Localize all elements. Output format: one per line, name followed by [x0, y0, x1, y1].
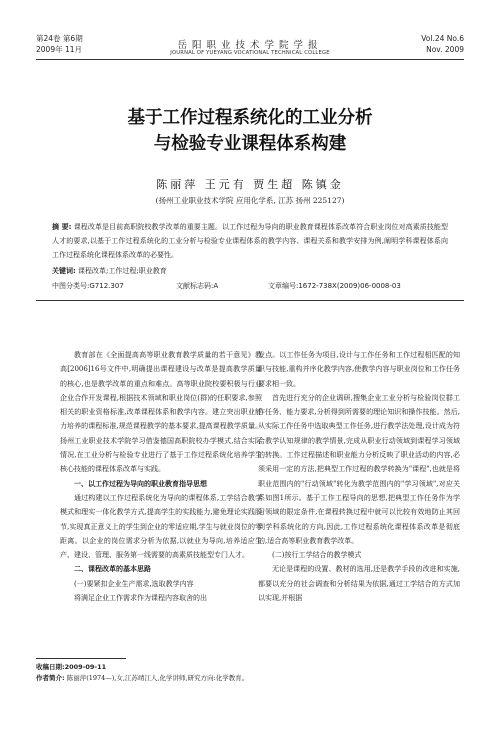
paragraph: 教育部在《全面提高高等职业教育教学质量的若干意见》教高[2006]16号文件中,明确提出课程建设与改革是提高教学质量的核心,也是教学改革的重点和难点。高等职业院校要积极与行业企业合作开发课程,根据技术领域和职业岗位(群)的任职要求,参照相关的职业资格标准,改革课程体系和教学内容。建立突出职业能力培养的课程标准,规范课程教学的基本要求,提高课程教学质量。扬州工业职业技术学院学习借鉴德国高职院校办学模式,结合实际情况,在工业分析与检验专业进行了基于工作过程系统化培养学生核心技能的课程体系改革与实践。 — [60, 351, 262, 474]
section-heading: 二、课程改革的基本思路 — [74, 565, 151, 574]
paragraph: 首先进行充分的企业调研,搜集企业工业分析与检验岗位群工作任务、能力要求,分析得到所需要的理论知识和操作技能。然后,从实际工作任务中选取典型工作任务,进行教学法处理,设计成为符合教学认知规律的教学情景,完成从职业行动领域到课程学习领域的转换。工作过程描述和职业能力分析反映了职业活动的内容,必须采用一定的方法,把典型工作过程的教学转换为"课程",也就是将职业范围内的"行动领域"转化为教学范围内的"学习领域",对应关系如图1所示。基于工作工程导向的思想,把典型工作任务作为学习领域的限定条件,在课程转换过程中就可以比较有效地防止其回到学科系统化的方向,因此,工作过程系统化课程体系改革是彻底的,适合高等职业教育教学改革。 — [258, 393, 460, 545]
subsection-heading: (二)按行工学结合的教学模式 — [272, 551, 362, 560]
issue-date-english: Nov. 2009 — [426, 45, 464, 54]
keywords-label: 关键词: — [52, 267, 76, 275]
volume-issue: 第24卷 第6期 — [36, 34, 83, 43]
article-title-line-1: 基于工作过程系统化的工业分析 — [127, 108, 373, 128]
document-code: 文献标志码:A — [176, 282, 219, 290]
footnote-rule — [36, 658, 126, 659]
issue-date: 2009年 11月 — [36, 45, 83, 54]
classification-number: 中图分类号:G712.307 — [52, 282, 124, 290]
paragraph: 通过构建以工作过程系统化为导向的课程体系,工学结合教学模式和理实一体化教学方式,提高学生的实践能力,避免理论实践脱节,实现真正意义上的学生到企业的零适应期,学生与就业岗位的零距离。以企业的岗位需求分析为依据,以就业为导向,培养适应生产、建设、管理、服务第一线需要的高素质技能型专门人才。 — [60, 493, 262, 560]
subsection-heading: (一)要紧扣企业生产需求,选取教学内容 — [74, 579, 194, 588]
volume-issue-english: Vol.24 No.6 — [421, 34, 464, 43]
body-left-column — [60, 348, 262, 605]
abstract-text: 课程改革是目前高职院校教学改革的重要主题。以工作过程为导向的职业教育课程体系改革符合职业岗位对高素质技能型人才的要求,以基于工作过程系统化的工业分析与检验专业课程体系的教学内容、课程关系和教学安排为例,阐明学科课程体系向工作过程系统化课程体系改革的必要性。 — [52, 223, 448, 259]
article-number: 文章编号:1672-738X(2009)06-0008-03 — [268, 282, 401, 290]
header-rule — [36, 59, 464, 60]
journal-name: 岳阳职业技术学院学报 — [177, 40, 323, 51]
paragraph: 无论是课程的设置、教材的选用,还是教学手段的改进和实施,都要以充分的社会调查和分析结果为依据,通过工学结合的方式加以实现,并根据 — [258, 565, 460, 603]
authors: 陈丽萍 王元有 贾生超 陈镇金 — [156, 178, 344, 191]
affiliation: (扬州工业职业技术学院 应用化学系, 江苏 扬州 225127) — [155, 196, 345, 205]
abstract-label: 摘 要: — [52, 223, 72, 231]
body-right-column — [258, 348, 460, 605]
author-info-label: 作者简介: — [36, 674, 65, 682]
received-date: 收稿日期:2009-09-11 — [36, 663, 107, 671]
paragraph: 发点。以工作任务为项目,设计与工作任务和工作过程相匹配的知识与技能,重构并序化教学内容,使教学内容与职业岗位和工作任务要求相一致。 — [258, 351, 460, 388]
author-info — [36, 673, 456, 683]
journal-name-english: JOURNAL OF YUEYANG VOCATIONAL TECHNICAL COLLEGE — [170, 50, 330, 56]
author-info-text: 陈丽萍(1974—),女,江苏靖江人,化学讲师,研究方向:化学教育。 — [66, 674, 249, 682]
section-heading: 一、以工作过程为导向的职业教育指导思想 — [74, 479, 207, 488]
abstract-rule — [36, 300, 464, 301]
article-title-line-2: 与检验专业课程体系构建 — [153, 134, 347, 154]
keywords-text: 课程改革;工作过程;职业教育 — [78, 267, 167, 275]
keywords — [52, 265, 448, 277]
abstract — [52, 221, 448, 262]
paragraph: 将满足企业工作需求作为课程内容取舍的出 — [74, 594, 207, 603]
